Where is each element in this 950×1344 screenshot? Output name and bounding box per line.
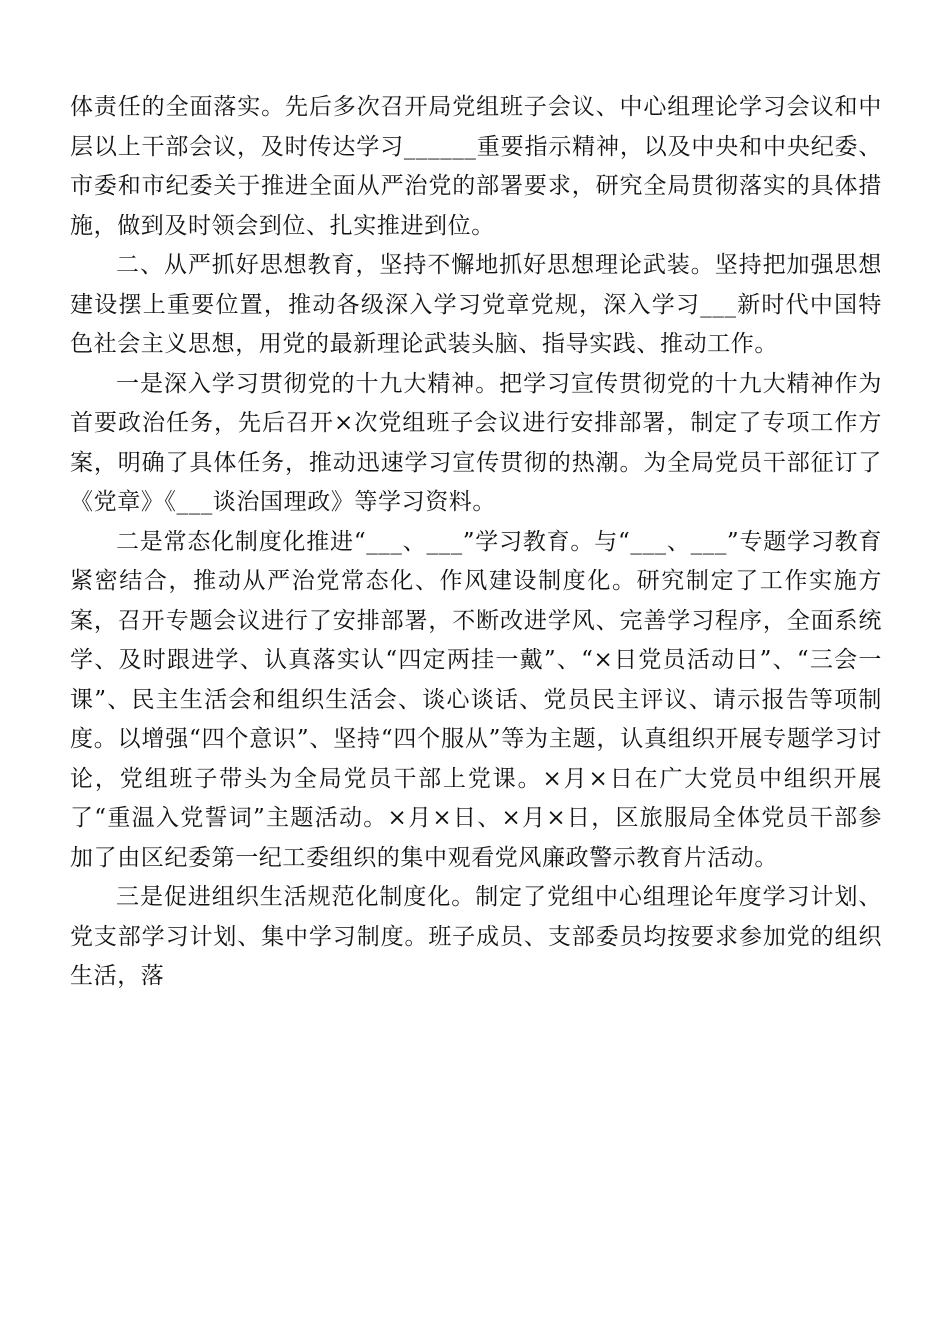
paragraph-continuation: 体责任的全面落实。先后多次召开局党组班子会议、中心组理论学习会议和中层以上干部会议，及时传达学习______重要指示精神，以及中央和中央纪委、市委和市纪委关于推进全面从严治党的部署要求，研究全局贯彻落实的具体措施，做到及时领会到位、扎实推进到位。 <box>70 94 882 239</box>
paragraph-item-three: 三是促进组织生活规范化制度化。制定了党组中心组理论年度学习计划、党支部学习计划、集中学习制度。班子成员、支部委员均按要求参加党的组织生活，落 <box>70 884 882 989</box>
document-body <box>70 88 882 997</box>
paragraph-item-two: 二是常态化制度化推进“___、___”学习教育。与“___、___”专题学习教育紧密结合，推动从严治党常态化、作风建设制度化。研究制定了工作实施方案，召开专题会议进行了安排部署，不断改进学风、完善学习程序，全面系统学、及时跟进学、认真落实认“四定两挂一戴”、“×日党员活动日”、“三会一课”、民主生活会和组织生活会、谈心谈话、党员民主评议、请示报告等项制度。以增强“四个意识”、坚持“四个服从”等为主题，认真组织开展专题学习讨论，党组班子带头为全局党员干部上党课。×月×日在广大党员中组织开展了“重温入党誓词”主题活动。×月×日、×月×日，区旅服局全体党员干部参加了由区纪委第一纪工委组织的集中观看党风廉政警示教育片活动。 <box>70 528 882 871</box>
paragraph-item-one: 一是深入学习贯彻党的十九大精神。把学习宣传贯彻党的十九大精神作为首要政治任务，先后召开×次党组班子会议进行安排部署，制定了专项工作方案，明确了具体任务，推动迅速学习宣传贯彻的热潮。为全局党员干部征订了《党章》《___谈治国理政》等学习资料。 <box>70 370 882 515</box>
paragraph-section-two: 二、从严抓好思想教育，坚持不懈地抓好思想理论武装。坚持把加强思想建设摆上重要位置，推动各级深入学习党章党规，深入学习___新时代中国特色社会主义思想，用党的最新理论武装头脑、指导实践、推动工作。 <box>70 252 882 357</box>
